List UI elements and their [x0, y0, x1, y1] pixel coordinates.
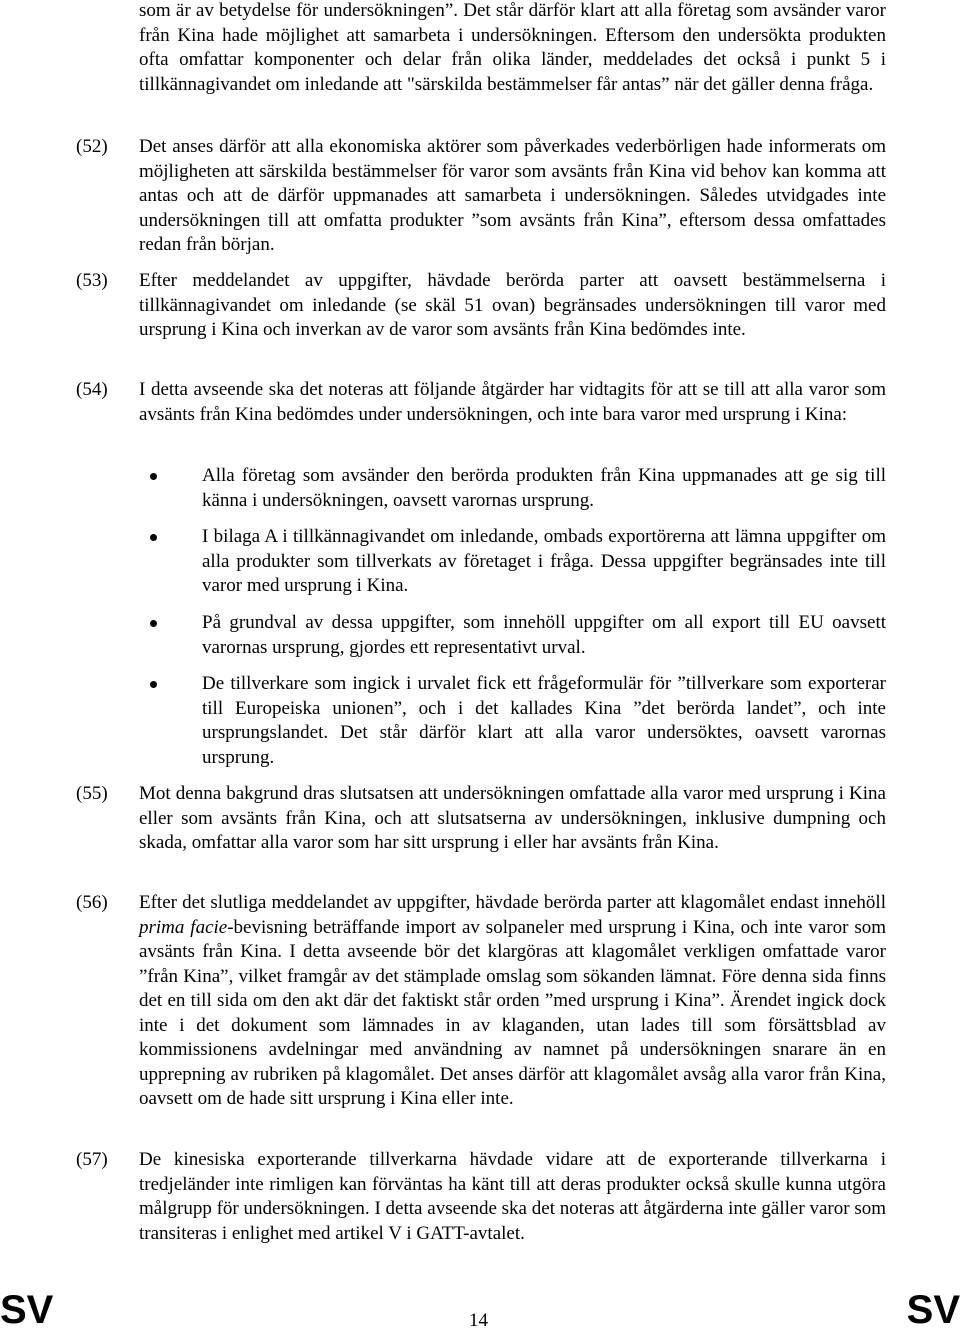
paragraph-number: (53): [76, 270, 108, 291]
bullet-text: De tillverkare som ingick i urvalet fick ett frågeformulär för ”tillverkare som exporterar till Europeiska unionen”, och i det kallades Kina ”det berörda landet”, och inte ursprungslandet. Det står därför klart att alla varor undersöktes, oavsett varornas ursprung.: [202, 673, 886, 768]
paragraph-text: Det anses därför att alla ekonomiska aktörer som påverkades vederbörligen hade informerats om möjligheten att särskilda bestämmelser för varor som avsänts från Kina vid behov kan komma att antas och att de därför uppmanades att samarbeta i undersökningen. Således utvidgades inte undersökningen till att omfatta produkter ”som avsänts från Kina”, eftersom dessa omfattades redan från början.: [139, 136, 886, 255]
paragraph-number: (56): [76, 892, 108, 913]
paragraph-number: (52): [76, 136, 108, 157]
text-run: -bevisning beträffande import av solpaneler med ursprung i Kina, och inte varor som avsänts från Kina. I detta avseende bör det klargöras att klagomålet verkligen omfattade varor ”från Kina”, vilket framgår av det stämplade omslag som sökanden lämnat. Före denna sida finns det en till sida om den akt där det faktiskt står orden ”med ursprung i Kina”. Ärendet ingick dock inte i det dokument som lämnades in av klaganden, utan lades till som försättsblad av kommissionens avdelningar med användning av namnet på undersökningen snarare än en upprepning av rubriken på klagomålet. Det anses därför att klagomålet avsåg alla varor från Kina, oavsett om de hade sitt ursprung i Kina eller inte.: [139, 916, 886, 1109]
continuation-text: som är av betydelse för undersökningen”. Det står därför klart att alla företag som avsänder varor från Kina hade möjlighet att samarbeta i undersökningen. Eftersom den undersökta produkten ofta omfattar komponenter och delar från olika länder, meddelades det också i punkt 5 i tillkännagivandet om inledande att "särskilda bestämmelser får antas” när det gäller denna fråga.: [139, 0, 886, 95]
bullet-text: I bilaga A i tillkännagivandet om inledande, ombads exportörerna att lämna uppgifter om alla produkter som tillverkats av företaget i fråga. Dessa uppgifter begränsades inte till varor med ursprung i Kina.: [202, 526, 886, 596]
language-label-left: SV: [0, 1288, 54, 1332]
bullet-dot-icon: [150, 473, 157, 480]
bullet-dot-icon: [150, 534, 157, 541]
bullet-item: [0, 672, 960, 770]
paragraph-text: [139, 891, 886, 1112]
bullet-item: [0, 611, 960, 660]
bullet-item: [0, 464, 960, 513]
paragraph-number: (57): [76, 1149, 108, 1170]
bullet-text: På grundval av dessa uppgifter, som innehöll uppgifter om all export till EU oavsett varornas ursprung, gjordes ett representativt urval.: [202, 612, 886, 658]
bullet-item: [0, 525, 960, 599]
italic-term: prima facie: [139, 916, 228, 938]
paragraph-text: I detta avseende ska det noteras att följande åtgärder har vidtagits för att se till att alla varor som avsänts från Kina bedömdes under undersökningen, och inte bara varor med ursprung i Kina:: [139, 379, 886, 425]
paragraph-57: [0, 1148, 960, 1246]
bullet-text: Alla företag som avsänder den berörda produkten från Kina uppmanades att ge sig till känna i undersökningen, oavsett varornas ursprung.: [202, 465, 886, 511]
paragraph-number: (54): [76, 379, 108, 400]
paragraph-text: De kinesiska exporterande tillverkarna hävdade vidare att de exporterande tillverkarna i tredjeländer inte rimligen kan förväntas ha känt till att deras produkter också skulle kunna utgöra målgrupp för undersökningen. I detta avseende ska det noteras att åtgärderna inte gäller varor som transiteras i enlighet med artikel V i GATT-avtalet.: [139, 1149, 886, 1244]
language-label-right: SV: [906, 1288, 960, 1332]
bullet-dot-icon: [150, 620, 157, 627]
page-number: 14: [469, 1310, 488, 1331]
paragraph-text: Mot denna bakgrund dras slutsatsen att undersökningen omfattade alla varor med ursprung i Kina eller som avsänts från Kina, och att slutsatserna av undersökningen, inklusive dumpning och skada, omfattar alla varor som har sitt ursprung i eller har avsänts från Kina.: [139, 783, 886, 853]
paragraph-53: [0, 269, 960, 343]
paragraph-number: (55): [76, 783, 108, 804]
paragraph-56: [0, 891, 960, 1112]
paragraph-55: [0, 782, 960, 856]
bullet-dot-icon: [150, 681, 157, 688]
text-run: Efter det slutliga meddelandet av uppgifter, hävdade berörda parter att klagomålet endast innehöll: [139, 892, 886, 913]
paragraph-54: [0, 378, 960, 427]
paragraph-text: Efter meddelandet av uppgifter, hävdade berörda parter att oavsett bestämmelserna i tillkännagivandet om inledande (se skäl 51 ovan) begränsades undersökningen till varor med ursprung i Kina och inverkan av de varor som avsänts från Kina bedömdes inte.: [139, 270, 886, 340]
paragraph-52: [0, 135, 960, 258]
